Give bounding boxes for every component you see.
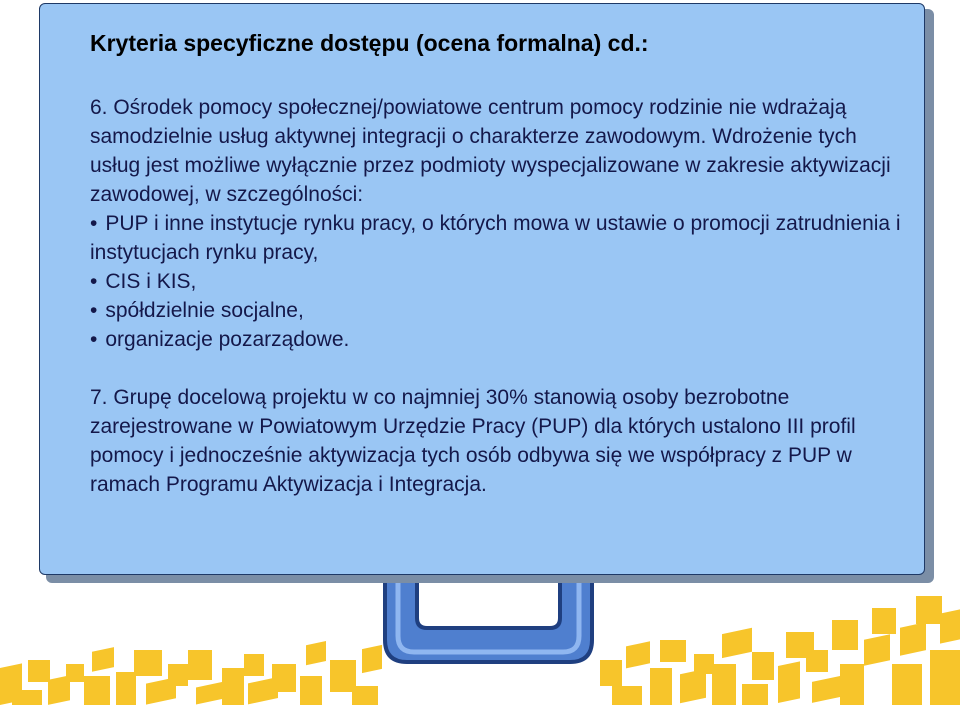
mosaic-tile bbox=[28, 660, 50, 682]
mosaic-tile bbox=[742, 684, 768, 705]
mosaic-tile bbox=[778, 661, 800, 703]
mosaic-tile bbox=[694, 654, 714, 674]
mosaic-tile bbox=[900, 622, 926, 656]
list-item: • PUP i inne instytucje rynku pracy, o których mowa w ustawie o promocji zatrudnienia i instytucjach rynku pracy, bbox=[90, 209, 905, 267]
mosaic-tile bbox=[712, 664, 736, 705]
mosaic-tile bbox=[930, 650, 960, 705]
slide-text bbox=[90, 28, 905, 499]
list-item: • CIS i KIS, bbox=[90, 267, 905, 296]
mosaic-tile bbox=[188, 650, 212, 680]
mosaic-tile bbox=[352, 686, 378, 705]
mosaic-tile bbox=[116, 672, 136, 705]
mosaic-tile bbox=[872, 608, 896, 634]
mosaic-tile bbox=[940, 609, 960, 643]
mosaic-tile bbox=[362, 645, 382, 673]
mosaic-tile bbox=[12, 690, 42, 705]
point-6-list bbox=[90, 209, 905, 354]
mosaic-tile bbox=[272, 664, 296, 692]
mosaic-tile bbox=[812, 676, 840, 703]
mosaic-tile bbox=[244, 654, 264, 676]
mosaic-tile bbox=[300, 676, 322, 705]
mosaic-tile bbox=[650, 668, 672, 705]
mosaic-tile bbox=[722, 628, 752, 658]
list-item: • spółdzielnie socjalne, bbox=[90, 296, 905, 325]
mosaic-tile bbox=[66, 664, 84, 682]
mosaic-tile bbox=[626, 641, 650, 668]
mosaic-tile bbox=[168, 664, 188, 686]
point-6-intro: 6. Ośrodek pomocy społecznej/powiatowe centrum pomocy rodzinie nie wdrażają samodzielnie usług aktywnej integracji o charakterze zawodowym. Wdrożenie tych usług jest możliwe wyłącznie przez podmioty wyspecjalizowane w zakresie aktywizacji zawodowej, w szczególności: bbox=[90, 96, 891, 206]
mosaic-tile bbox=[306, 641, 326, 665]
mosaic-tile bbox=[832, 620, 858, 650]
list-item: • organizacje pozarządowe. bbox=[90, 325, 905, 354]
mosaic-tile bbox=[840, 664, 864, 705]
mosaic-tile bbox=[864, 634, 890, 666]
mosaic-tile bbox=[196, 681, 226, 704]
mosaic-tile bbox=[752, 652, 774, 680]
mosaic-tile bbox=[806, 650, 828, 672]
mosaic-tile bbox=[892, 664, 922, 705]
mosaic-tile bbox=[134, 650, 162, 676]
mosaic-tile bbox=[92, 647, 114, 672]
mosaic-tile bbox=[916, 596, 942, 624]
mosaic-tile bbox=[222, 668, 244, 705]
mosaic-tile bbox=[660, 640, 686, 662]
mosaic-tile bbox=[84, 676, 110, 705]
mosaic-tile bbox=[600, 660, 622, 686]
point-7: 7. Grupę docelową projektu w co najmniej 30% stanowią osoby bezrobotne zarejestrowane w Powiatowym Urzędzie Pracy (PUP) dla których ustalono III profil pomocy i jednocześnie aktywizacja tych osób odbywa się we współpracy z PUP w ramach Programu Aktywizacja i Integracja. bbox=[90, 386, 856, 496]
slide-title: Kryteria specyficzne dostępu (ocena formalna) cd.: bbox=[90, 30, 649, 56]
mosaic-tile bbox=[612, 686, 642, 705]
